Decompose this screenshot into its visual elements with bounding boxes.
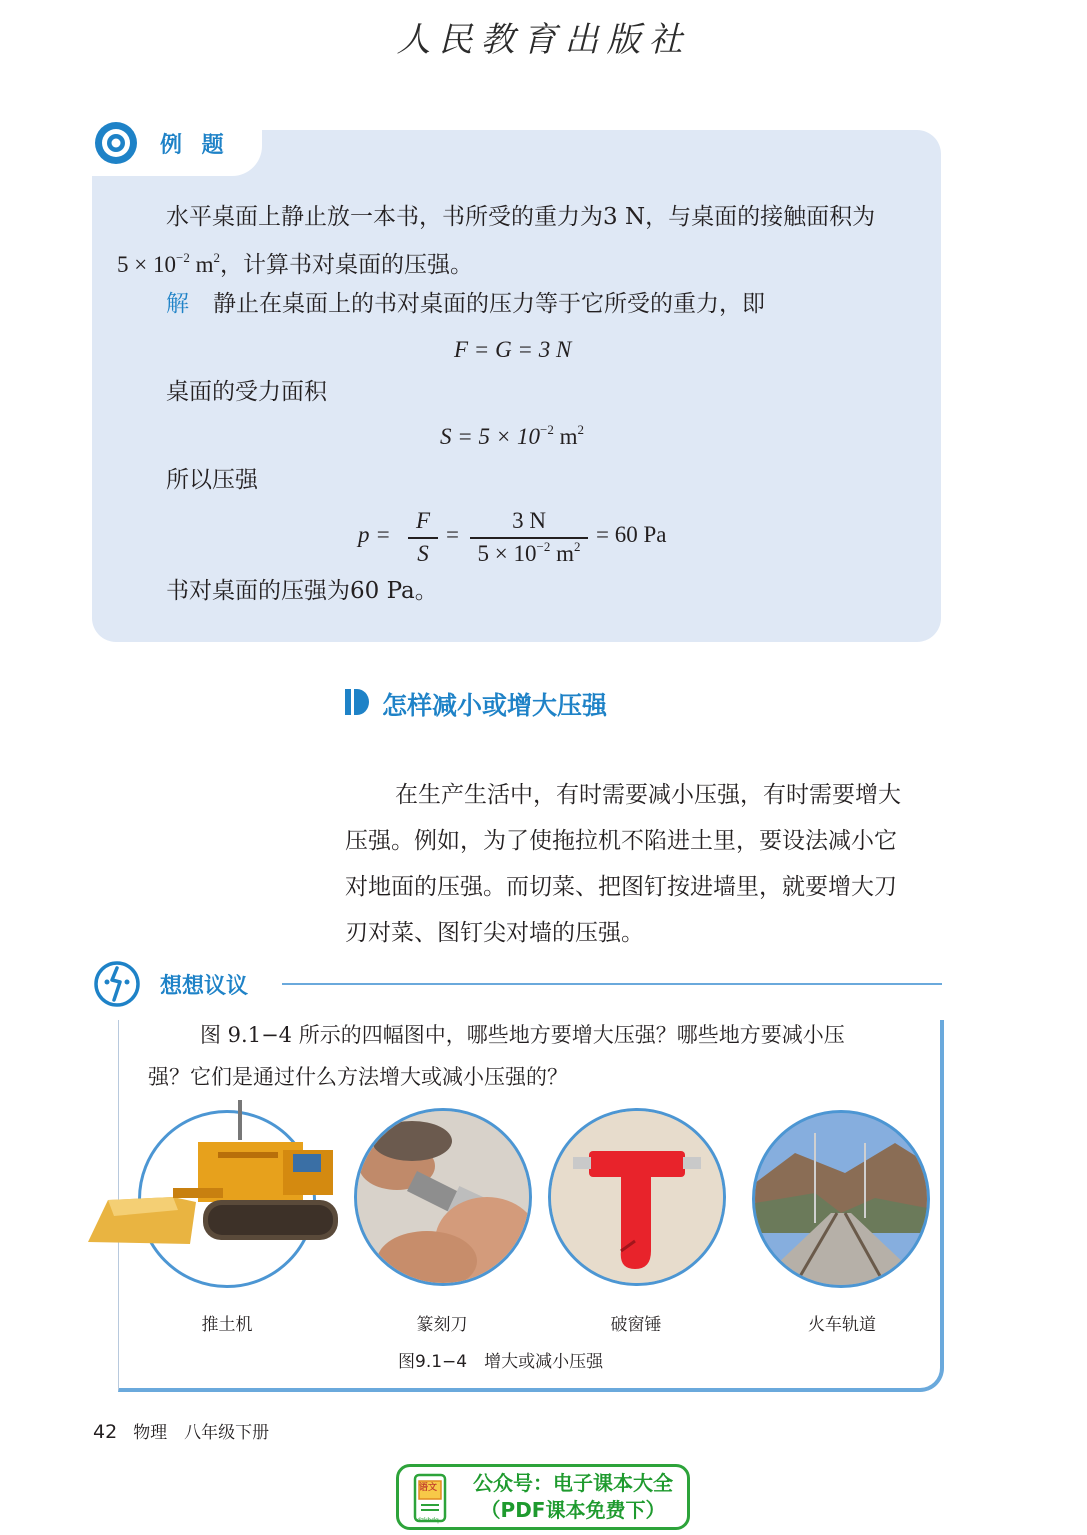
fraction-f-over-s: F S — [408, 508, 438, 567]
page-footer — [93, 1418, 269, 1443]
think-head-icon — [93, 960, 141, 1008]
window-hammer-circle — [548, 1108, 726, 1286]
caption-bulldozer: 推土机 — [201, 1315, 253, 1335]
conclusion: 书对桌面的压强为60 Pa。 — [166, 578, 438, 604]
example-title: 例 题 — [160, 133, 230, 158]
target-icon — [93, 120, 139, 166]
book-title: 物理 八年级下册 — [133, 1423, 270, 1443]
carving-knife-circle — [354, 1108, 532, 1286]
bulldozer-image — [78, 1092, 340, 1262]
section-title: 怎样减小或增大压强 — [382, 691, 608, 720]
badge-line-2: （PDF课本免费下） — [480, 1498, 666, 1522]
badge-line-1: 公众号：电子课本大全 — [473, 1471, 673, 1495]
caption-railway: 火车轨道 — [808, 1315, 876, 1335]
area-label: 桌面的受力面积 — [166, 379, 327, 405]
section-paragraph: 在生产生活中，有时需要减小压强，有时需要增大 压强。例如，为了使拖拉机不陷进土里，要设法减小它 对地面的压强。而切菜、把图钉按进墙里，就要增大刀 刃对菜、图钉尖对墙的压强。 — [345, 782, 901, 946]
solution-label: 解 — [166, 291, 189, 317]
fraction-values: 3 N $5 \times 10^{-2}$ $m^2$ — [470, 508, 588, 567]
equation-area: $S = 5 \times 10^{-2}$ $m^2$ — [440, 422, 585, 449]
publisher-logo: 人民教育出版社 — [396, 20, 691, 60]
caption-window-hammer: 破窗锤 — [610, 1315, 662, 1335]
solution-line: 解 静止在桌面上的书对桌面的压力等于它所受的重力，即 — [166, 291, 765, 317]
caption-carving-knife: 篆刻刀 — [416, 1315, 468, 1335]
figure-caption: 图9.1−4 增大或减小压强 — [398, 1352, 604, 1372]
problem-line-2: $5 \times 10^{-2}$ $m^2$，计算书对桌面的压强。 — [117, 250, 473, 278]
so-label: 所以压强 — [166, 467, 258, 493]
equation-force: F = G = 3 N — [454, 337, 572, 362]
promo-badge[interactable]: 语文 dzkbdq 公众号：电子课本大全 （PDF课本免费下） — [396, 1464, 690, 1530]
page-number: 42 — [93, 1421, 118, 1443]
section-marker-icon — [345, 689, 369, 715]
think-title: 想想议议 — [160, 974, 249, 999]
think-divider — [282, 983, 942, 985]
problem-line-1: 水平桌面上静止放一本书，书所受的重力为3 N，与桌面的接触面积为 — [166, 204, 876, 230]
railway-circle — [752, 1110, 930, 1288]
think-question: 图 9.1−4 所示的四幅图中，哪些地方要增大压强？哪些地方要减小压 强？它们是通过什么方法增大或减小压强的？ — [148, 1023, 845, 1089]
